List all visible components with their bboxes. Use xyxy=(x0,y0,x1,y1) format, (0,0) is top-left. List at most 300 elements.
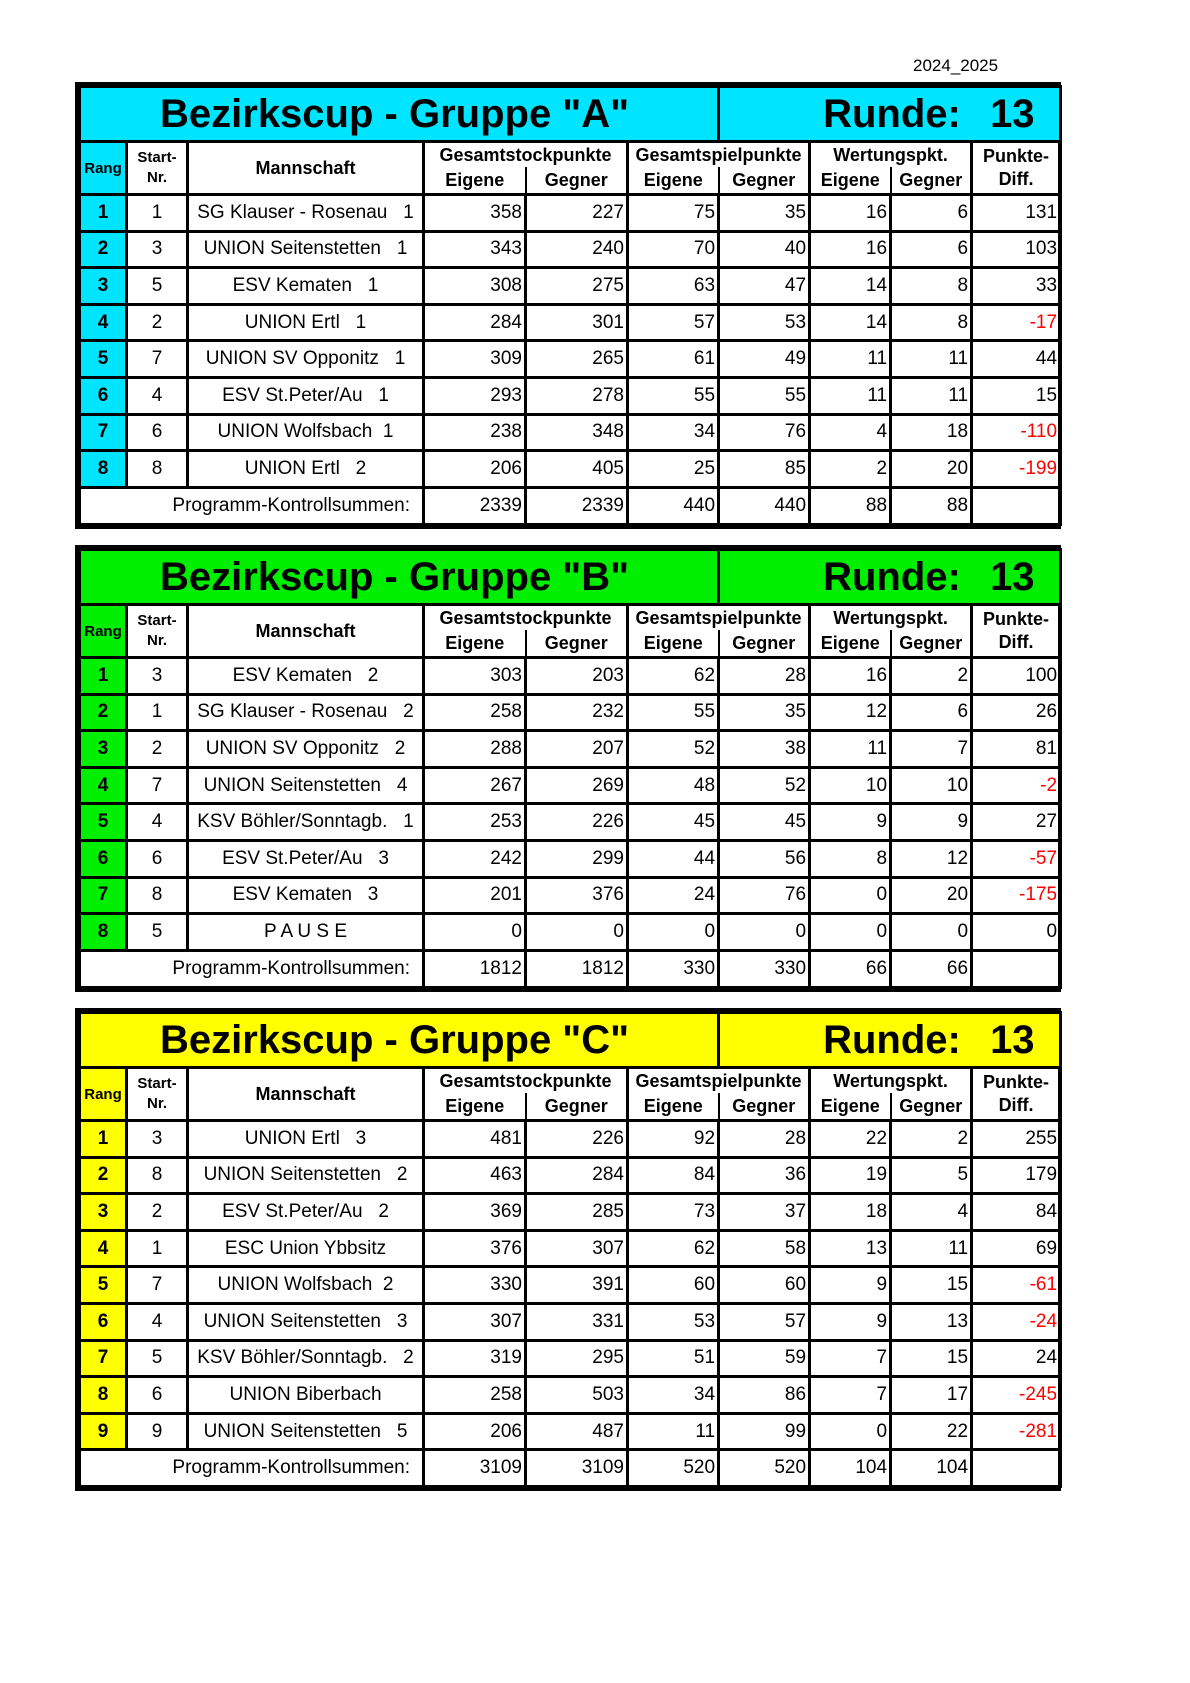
value-p-opp: 28 xyxy=(719,1121,810,1158)
rank-cell: 2 xyxy=(80,231,127,268)
rank-cell: 5 xyxy=(80,1267,127,1304)
col-own: Eigene xyxy=(629,630,720,656)
value-w-opp: 0 xyxy=(891,914,972,951)
value-w-own: 2 xyxy=(810,451,891,488)
value-s-own: 288 xyxy=(424,731,526,768)
team-name-cell: UNION Ertl 2 xyxy=(188,451,424,488)
team-name-cell: UNION Wolfsbach 2 xyxy=(188,1267,424,1304)
value-p-own: 62 xyxy=(628,1230,719,1267)
table-row xyxy=(80,658,1061,695)
value-p-opp: 86 xyxy=(719,1377,810,1414)
value-w-own: 16 xyxy=(810,658,891,695)
value-w-opp: 11 xyxy=(891,341,972,378)
value-s-own: 319 xyxy=(424,1340,526,1377)
col-wertung xyxy=(810,605,972,658)
round-label: Runde: xyxy=(823,1017,961,1062)
value-s-own: 343 xyxy=(424,231,526,268)
value-w-own: 0 xyxy=(810,914,891,951)
col-spiel-label: Gesamtspielpunkte xyxy=(635,608,802,628)
col-opp: Gegner xyxy=(544,633,608,653)
value-w-own: 10 xyxy=(810,767,891,804)
start-number-cell: 2 xyxy=(127,304,188,341)
value-p-opp: 0 xyxy=(719,914,810,951)
col-start-line2: Nr. xyxy=(146,632,167,649)
value-w-own: 11 xyxy=(810,377,891,414)
diff-cell: 24 xyxy=(972,1340,1061,1377)
table-row xyxy=(80,1267,1061,1304)
team-name-cell: UNION Ertl 1 xyxy=(188,304,424,341)
value-s-opp: 284 xyxy=(526,1157,628,1194)
table-row xyxy=(80,840,1061,877)
table-row xyxy=(80,1157,1061,1194)
value-w-own: 16 xyxy=(810,231,891,268)
value-w-opp: 6 xyxy=(891,195,972,232)
value-p-own: 63 xyxy=(628,268,719,305)
round-number: 13 xyxy=(990,1017,1035,1062)
value-w-own: 19 xyxy=(810,1157,891,1194)
value-p-opp: 35 xyxy=(719,195,810,232)
value-s-opp: 203 xyxy=(526,658,628,695)
team-name-cell: UNION Wolfsbach 1 xyxy=(188,414,424,451)
start-number-cell: 4 xyxy=(127,1303,188,1340)
table-row xyxy=(80,1303,1061,1340)
team-name-cell: P A U S E xyxy=(188,914,424,951)
diff-cell: 179 xyxy=(972,1157,1061,1194)
group-table-c xyxy=(75,1008,1061,1491)
start-number-cell: 1 xyxy=(127,195,188,232)
col-wertung xyxy=(810,142,972,195)
diff-cell: -245 xyxy=(972,1377,1061,1414)
col-start xyxy=(127,142,188,195)
diff-cell: 26 xyxy=(972,694,1061,731)
team-name-cell: UNION Seitenstetten 1 xyxy=(188,231,424,268)
sum-s-own: 1812 xyxy=(424,950,526,987)
table-row xyxy=(80,1413,1061,1450)
table-row xyxy=(80,804,1061,841)
diff-cell: -110 xyxy=(972,414,1061,451)
start-number-cell: 3 xyxy=(127,658,188,695)
value-p-opp: 28 xyxy=(719,658,810,695)
value-w-own: 8 xyxy=(810,840,891,877)
value-s-opp: 275 xyxy=(526,268,628,305)
diff-cell: 131 xyxy=(972,195,1061,232)
value-w-own: 13 xyxy=(810,1230,891,1267)
value-w-own: 14 xyxy=(810,304,891,341)
team-name-cell: ESV Kematen 2 xyxy=(188,658,424,695)
value-w-opp: 8 xyxy=(891,268,972,305)
value-p-own: 84 xyxy=(628,1157,719,1194)
value-s-own: 303 xyxy=(424,658,526,695)
sum-w-own: 66 xyxy=(810,950,891,987)
control-sum-row xyxy=(80,487,1061,524)
value-w-opp: 4 xyxy=(891,1194,972,1231)
start-number-cell: 6 xyxy=(127,1377,188,1414)
col-diff-line2: Diff. xyxy=(998,632,1034,652)
value-s-opp: 295 xyxy=(526,1340,628,1377)
value-p-own: 70 xyxy=(628,231,719,268)
col-diff-line1: Punkte- xyxy=(983,1072,1050,1092)
value-p-opp: 49 xyxy=(719,341,810,378)
team-name-cell: UNION SV Opponitz 1 xyxy=(188,341,424,378)
value-s-own: 308 xyxy=(424,268,526,305)
start-number-cell: 9 xyxy=(127,1413,188,1450)
value-w-opp: 11 xyxy=(891,1230,972,1267)
value-s-opp: 503 xyxy=(526,1377,628,1414)
rank-cell: 8 xyxy=(80,914,127,951)
col-wertung-label: Wertungspkt. xyxy=(833,145,948,165)
team-name-cell: UNION Seitenstetten 3 xyxy=(188,1303,424,1340)
sum-p-opp: 330 xyxy=(719,950,810,987)
value-p-own: 57 xyxy=(628,304,719,341)
value-s-own: 330 xyxy=(424,1267,526,1304)
col-own: Eigene xyxy=(811,167,892,193)
value-p-opp: 47 xyxy=(719,268,810,305)
sum-p-opp: 440 xyxy=(719,487,810,524)
rank-cell: 8 xyxy=(80,451,127,488)
col-opp: Gegner xyxy=(732,1096,796,1116)
col-team: Mannschaft xyxy=(188,605,424,658)
team-name-cell: SG Klauser - Rosenau 2 xyxy=(188,694,424,731)
value-p-opp: 76 xyxy=(719,877,810,914)
value-w-own: 7 xyxy=(810,1340,891,1377)
rank-cell: 2 xyxy=(80,1157,127,1194)
value-p-own: 73 xyxy=(628,1194,719,1231)
round-cell xyxy=(719,550,1061,605)
team-name-cell: UNION Seitenstetten 2 xyxy=(188,1157,424,1194)
value-w-opp: 15 xyxy=(891,1340,972,1377)
value-p-opp: 52 xyxy=(719,767,810,804)
value-w-own: 12 xyxy=(810,694,891,731)
rank-cell: 7 xyxy=(80,1340,127,1377)
table-row xyxy=(80,231,1061,268)
col-opp: Gegner xyxy=(732,170,796,190)
value-s-own: 253 xyxy=(424,804,526,841)
value-p-own: 34 xyxy=(628,1377,719,1414)
value-s-opp: 0 xyxy=(526,914,628,951)
control-sum-label: Programm-Kontrollsummen: xyxy=(80,487,424,524)
col-spiel-label: Gesamtspielpunkte xyxy=(635,1071,802,1091)
control-sum-row xyxy=(80,950,1061,987)
value-s-opp: 265 xyxy=(526,341,628,378)
col-start xyxy=(127,605,188,658)
value-w-opp: 20 xyxy=(891,451,972,488)
rank-cell: 7 xyxy=(80,414,127,451)
season-label: 2024_2025 xyxy=(913,56,999,75)
value-s-own: 258 xyxy=(424,694,526,731)
value-s-own: 463 xyxy=(424,1157,526,1194)
diff-cell: 44 xyxy=(972,341,1061,378)
value-s-own: 309 xyxy=(424,341,526,378)
diff-cell: 255 xyxy=(972,1121,1061,1158)
sum-w-own: 104 xyxy=(810,1450,891,1487)
value-w-own: 4 xyxy=(810,414,891,451)
value-s-opp: 226 xyxy=(526,1121,628,1158)
col-stock-label: Gesamtstockpunkte xyxy=(439,1071,612,1091)
start-number-cell: 5 xyxy=(127,914,188,951)
rank-cell: 9 xyxy=(80,1413,127,1450)
col-own: Eigene xyxy=(425,630,527,656)
start-number-cell: 8 xyxy=(127,451,188,488)
sum-w-opp: 88 xyxy=(891,487,972,524)
col-start-line1: Start- xyxy=(137,612,177,629)
round-label: Runde: xyxy=(823,554,961,599)
col-spiel xyxy=(628,605,810,658)
col-opp: Gegner xyxy=(544,1096,608,1116)
sum-p-own: 520 xyxy=(628,1450,719,1487)
start-number-cell: 7 xyxy=(127,341,188,378)
col-opp: Gegner xyxy=(544,170,608,190)
value-w-opp: 7 xyxy=(891,731,972,768)
value-w-own: 11 xyxy=(810,731,891,768)
sum-diff-empty xyxy=(972,487,1061,524)
col-team: Mannschaft xyxy=(188,142,424,195)
round-number: 13 xyxy=(990,554,1035,599)
col-team: Mannschaft xyxy=(188,1068,424,1121)
value-p-opp: 60 xyxy=(719,1267,810,1304)
team-name-cell: UNION Seitenstetten 4 xyxy=(188,767,424,804)
control-sum-label: Programm-Kontrollsummen: xyxy=(80,950,424,987)
table-row xyxy=(80,341,1061,378)
col-own: Eigene xyxy=(629,1093,720,1119)
value-w-opp: 2 xyxy=(891,658,972,695)
diff-cell: 84 xyxy=(972,1194,1061,1231)
start-number-cell: 1 xyxy=(127,694,188,731)
value-s-own: 376 xyxy=(424,1230,526,1267)
col-wertung xyxy=(810,1068,972,1121)
rank-cell: 6 xyxy=(80,377,127,414)
sum-s-opp: 2339 xyxy=(526,487,628,524)
value-s-own: 242 xyxy=(424,840,526,877)
value-p-own: 55 xyxy=(628,377,719,414)
value-w-opp: 20 xyxy=(891,877,972,914)
col-start-line1: Start- xyxy=(137,1075,177,1092)
start-number-cell: 8 xyxy=(127,1157,188,1194)
value-p-opp: 58 xyxy=(719,1230,810,1267)
value-w-opp: 6 xyxy=(891,231,972,268)
table-row xyxy=(80,767,1061,804)
diff-cell: -175 xyxy=(972,877,1061,914)
col-diff-line1: Punkte- xyxy=(983,609,1050,629)
value-s-own: 267 xyxy=(424,767,526,804)
table-row xyxy=(80,694,1061,731)
col-diff xyxy=(972,1068,1061,1121)
col-opp: Gegner xyxy=(899,633,963,653)
col-own: Eigene xyxy=(425,1093,527,1119)
table-row xyxy=(80,877,1061,914)
col-start-line2: Nr. xyxy=(146,169,167,186)
col-own: Eigene xyxy=(425,167,527,193)
col-opp: Gegner xyxy=(899,1096,963,1116)
col-rang: Rang xyxy=(80,142,127,195)
value-p-own: 11 xyxy=(628,1413,719,1450)
value-w-opp: 6 xyxy=(891,694,972,731)
table-row xyxy=(80,377,1061,414)
team-name-cell: UNION SV Opponitz 2 xyxy=(188,731,424,768)
team-name-cell: UNION Biberbach xyxy=(188,1377,424,1414)
value-p-opp: 53 xyxy=(719,304,810,341)
sum-s-opp: 1812 xyxy=(526,950,628,987)
diff-cell: -61 xyxy=(972,1267,1061,1304)
col-own: Eigene xyxy=(811,630,892,656)
value-p-own: 62 xyxy=(628,658,719,695)
value-s-opp: 240 xyxy=(526,231,628,268)
team-name-cell: SG Klauser - Rosenau 1 xyxy=(188,195,424,232)
value-p-own: 24 xyxy=(628,877,719,914)
round-label: Runde: xyxy=(823,91,961,136)
value-s-own: 358 xyxy=(424,195,526,232)
value-w-opp: 2 xyxy=(891,1121,972,1158)
col-stock xyxy=(424,142,628,195)
start-number-cell: 7 xyxy=(127,767,188,804)
value-s-opp: 269 xyxy=(526,767,628,804)
sum-s-opp: 3109 xyxy=(526,1450,628,1487)
sum-p-opp: 520 xyxy=(719,1450,810,1487)
start-number-cell: 3 xyxy=(127,1121,188,1158)
value-p-own: 45 xyxy=(628,804,719,841)
diff-cell: 81 xyxy=(972,731,1061,768)
diff-cell: 0 xyxy=(972,914,1061,951)
diff-cell: 27 xyxy=(972,804,1061,841)
table-row xyxy=(80,268,1061,305)
value-p-own: 34 xyxy=(628,414,719,451)
rank-cell: 2 xyxy=(80,694,127,731)
sum-s-own: 2339 xyxy=(424,487,526,524)
sum-w-opp: 104 xyxy=(891,1450,972,1487)
value-w-own: 18 xyxy=(810,1194,891,1231)
value-p-own: 44 xyxy=(628,840,719,877)
start-number-cell: 2 xyxy=(127,731,188,768)
value-s-own: 258 xyxy=(424,1377,526,1414)
diff-cell: 69 xyxy=(972,1230,1061,1267)
value-p-own: 92 xyxy=(628,1121,719,1158)
rank-cell: 4 xyxy=(80,304,127,341)
team-name-cell: ESC Union Ybbsitz xyxy=(188,1230,424,1267)
value-p-opp: 37 xyxy=(719,1194,810,1231)
round-cell xyxy=(719,1013,1061,1068)
group-title: Bezirkscup - Gruppe "B" xyxy=(80,550,719,605)
value-p-own: 61 xyxy=(628,341,719,378)
control-sum-label: Programm-Kontrollsummen: xyxy=(80,1450,424,1487)
table-row xyxy=(80,1121,1061,1158)
value-p-own: 51 xyxy=(628,1340,719,1377)
col-opp: Gegner xyxy=(899,170,963,190)
col-stock xyxy=(424,1068,628,1121)
value-s-own: 201 xyxy=(424,877,526,914)
start-number-cell: 5 xyxy=(127,268,188,305)
col-wertung-label: Wertungspkt. xyxy=(833,608,948,628)
value-w-opp: 11 xyxy=(891,377,972,414)
value-s-opp: 376 xyxy=(526,877,628,914)
table-row xyxy=(80,304,1061,341)
value-w-opp: 17 xyxy=(891,1377,972,1414)
rank-cell: 5 xyxy=(80,804,127,841)
value-p-opp: 36 xyxy=(719,1157,810,1194)
diff-cell: 100 xyxy=(972,658,1061,695)
value-s-own: 238 xyxy=(424,414,526,451)
start-number-cell: 8 xyxy=(127,877,188,914)
value-s-opp: 207 xyxy=(526,731,628,768)
value-s-opp: 331 xyxy=(526,1303,628,1340)
value-w-opp: 13 xyxy=(891,1303,972,1340)
team-name-cell: KSV Böhler/Sonntagb. 1 xyxy=(188,804,424,841)
value-s-opp: 301 xyxy=(526,304,628,341)
diff-cell: 33 xyxy=(972,268,1061,305)
diff-cell: -2 xyxy=(972,767,1061,804)
col-wertung-label: Wertungspkt. xyxy=(833,1071,948,1091)
value-p-own: 53 xyxy=(628,1303,719,1340)
value-p-opp: 35 xyxy=(719,694,810,731)
team-name-cell: ESV Kematen 1 xyxy=(188,268,424,305)
table-row xyxy=(80,414,1061,451)
start-number-cell: 4 xyxy=(127,804,188,841)
value-p-opp: 40 xyxy=(719,231,810,268)
table-row xyxy=(80,1340,1061,1377)
value-p-own: 55 xyxy=(628,694,719,731)
rank-cell: 6 xyxy=(80,1303,127,1340)
team-name-cell: ESV St.Peter/Au 2 xyxy=(188,1194,424,1231)
round-cell xyxy=(719,87,1061,142)
value-w-own: 9 xyxy=(810,804,891,841)
team-name-cell: ESV Kematen 3 xyxy=(188,877,424,914)
value-p-own: 25 xyxy=(628,451,719,488)
rank-cell: 1 xyxy=(80,658,127,695)
col-rang: Rang xyxy=(80,605,127,658)
start-number-cell: 3 xyxy=(127,231,188,268)
rank-cell: 8 xyxy=(80,1377,127,1414)
team-name-cell: ESV St.Peter/Au 1 xyxy=(188,377,424,414)
value-p-opp: 59 xyxy=(719,1340,810,1377)
value-w-own: 0 xyxy=(810,1413,891,1450)
value-s-own: 307 xyxy=(424,1303,526,1340)
value-p-opp: 76 xyxy=(719,414,810,451)
group-table-a xyxy=(75,82,1061,529)
group-table-b xyxy=(75,545,1061,992)
sum-p-own: 440 xyxy=(628,487,719,524)
col-diff-line1: Punkte- xyxy=(983,146,1050,166)
col-stock xyxy=(424,605,628,658)
value-p-own: 60 xyxy=(628,1267,719,1304)
start-number-cell: 6 xyxy=(127,414,188,451)
value-p-own: 0 xyxy=(628,914,719,951)
value-s-own: 206 xyxy=(424,1413,526,1450)
value-w-opp: 22 xyxy=(891,1413,972,1450)
team-name-cell: UNION Seitenstetten 5 xyxy=(188,1413,424,1450)
col-spiel xyxy=(628,142,810,195)
rank-cell: 7 xyxy=(80,877,127,914)
col-diff-line2: Diff. xyxy=(998,1095,1034,1115)
value-p-own: 52 xyxy=(628,731,719,768)
col-diff xyxy=(972,142,1061,195)
table-row xyxy=(80,1230,1061,1267)
sum-s-own: 3109 xyxy=(424,1450,526,1487)
value-s-opp: 405 xyxy=(526,451,628,488)
diff-cell: -281 xyxy=(972,1413,1061,1450)
value-s-opp: 299 xyxy=(526,840,628,877)
value-s-own: 481 xyxy=(424,1121,526,1158)
start-number-cell: 5 xyxy=(127,1340,188,1377)
value-p-opp: 45 xyxy=(719,804,810,841)
value-w-own: 0 xyxy=(810,877,891,914)
value-w-own: 9 xyxy=(810,1267,891,1304)
col-own: Eigene xyxy=(811,1093,892,1119)
value-s-own: 206 xyxy=(424,451,526,488)
col-start-line1: Start- xyxy=(137,149,177,166)
value-s-opp: 348 xyxy=(526,414,628,451)
sum-diff-empty xyxy=(972,950,1061,987)
col-stock-label: Gesamtstockpunkte xyxy=(439,608,612,628)
value-w-opp: 8 xyxy=(891,304,972,341)
value-w-opp: 5 xyxy=(891,1157,972,1194)
